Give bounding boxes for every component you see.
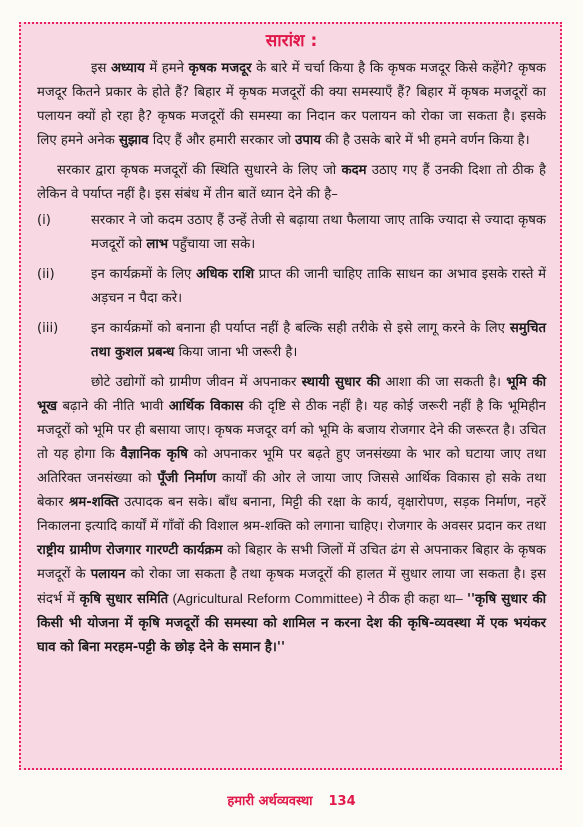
points-list — [37, 209, 546, 365]
point-text: इन कार्यक्रमों को बनाना ही पर्याप्त नहीं है बल्कि सही तरीके से इसे लागू करने के लिए समुचित तथा कुशल प्रबन्ध किया जाना भी जरूरी है। — [91, 321, 546, 360]
point-number: (iii) — [37, 321, 59, 336]
summary-paragraph-3: छोटे उद्योगों को ग्रामीण जीवन में अपनाकर स्थायी सुधार की आशा की जा सकती है। भूमि की भूख बढ़ाने की नीति भावी आर्थिक विकास की दृष्टि से ठीक नहीं है। यह कोई जरूरी नहीं है कि भूमिहीन मजदूरों को भूमि पर ही बसाया जाए। कृषक मजदूर वर्ग को भूमि के बजाय रोजगार देने की जरूरत है। उचित तो यह होगा कि वैज्ञानिक कृषि को अपनाकर भूमि पर बढ़ते हुए जनसंख्या के भार को घटाया जाए तथा अतिरिक्त जनसंख्या को पूँजी निर्माण कार्यों की ओर ले जाया जाए जिससे आर्थिक विकास हो सके तथा बेकार श्रम-शक्ति उत्पादक बन सके। बाँध बनाना, मिट्टी की रक्षा के कार्य, वृक्षारोपण, सड़क निर्माण, नहरें निकालना इत्यादि कार्यों में गाँवों की विशाल श्रम-शक्ति को लगाना चाहिए। रोजगार के अवसर प्रदान कर तथा राष्ट्रीय ग्रामीण रोजगार गारण्टी कार्यक्रम को बिहार के सभी जिलों में उचित ढंग से अपनाकर बिहार के कृषक मजदूरों के पलायन को रोका जा सकता है तथा कृषक मजदूरों की हालत में सुधार लाया जा सकता है। इस संदर्भ में कृषि सुधार समिति (Agricultural Reform Committee) ने ठीक ही कहा था– ''कृषि सुधार की किसी भी योजना में कृषि मजदूरों की समस्या को शामिल न करना देश की कृषि-व्यवस्था में एक भयंकर घाव को बिना मरहम-पट्टी के छोड़ देने के समान है।'' — [37, 375, 547, 655]
point-number: (i) — [37, 213, 51, 228]
summary-title: सारांश : — [265, 31, 318, 51]
point-number: (ii) — [37, 267, 55, 282]
point-text: इन कार्यक्रमों के लिए अधिक राशि प्राप्त की जानी चाहिए ताकि साधन का अभाव इसके रास्ते में अड़चन न पैदा करे। — [91, 267, 546, 306]
page-number: 134 — [328, 794, 356, 809]
list-item — [37, 209, 546, 257]
list-item — [37, 263, 546, 311]
page-footer — [0, 791, 583, 809]
summary-box — [19, 22, 562, 770]
summary-paragraph-2: सरकार द्वारा कृषक मजदूरों की स्थिति सुधारने के लिए जो कदम उठाए गए हैं उनकी दिशा तो ठीक है लेकिन वे पर्याप्त नहीं है। इस संबंध में तीन बातें ध्यान देने की है– — [37, 163, 546, 202]
point-text: सरकार ने जो कदम उठाए हैं उन्हें तेजी से बढ़ाया तथा फैलाया जाए ताकि ज्यादा से ज्यादा कृषक मजदूरों को लाभ पहुँचाया जा सके। — [91, 213, 546, 252]
summary-paragraph-1: इस अध्याय में हमने कृषक मजदूर के बारे में चर्चा किया है कि कृषक मजदूर किसे कहेंगे? कृषक मजदूर कितने प्रकार के होते हैं? बिहार में कृषक मजदूरों की क्या समस्याएँ हैं? बिहार में कृषक मजदूरों का पलायन क्यों हो रहा है? कृषक मजदूरों की समस्या का निदान कर पलायन को रोका जा सकता है। इसके लिए हमने अनेक सुझाव दिए हैं और हमारी सरकार जो उपाय की है उसके बारे में भी हमने वर्णन किया है। — [37, 61, 547, 148]
committee-quote: ''कृषि सुधार की किसी भी योजना में कृषि मजदूरों की समस्या को शामिल न करना देश की कृषि-व्यवस्था में एक भयंकर घाव को बिना मरहम-पट्टी के छोड़ देने के समान है।'' — [37, 592, 546, 655]
book-title: हमारी अर्थव्यवस्था — [227, 794, 313, 809]
list-item — [37, 317, 546, 365]
